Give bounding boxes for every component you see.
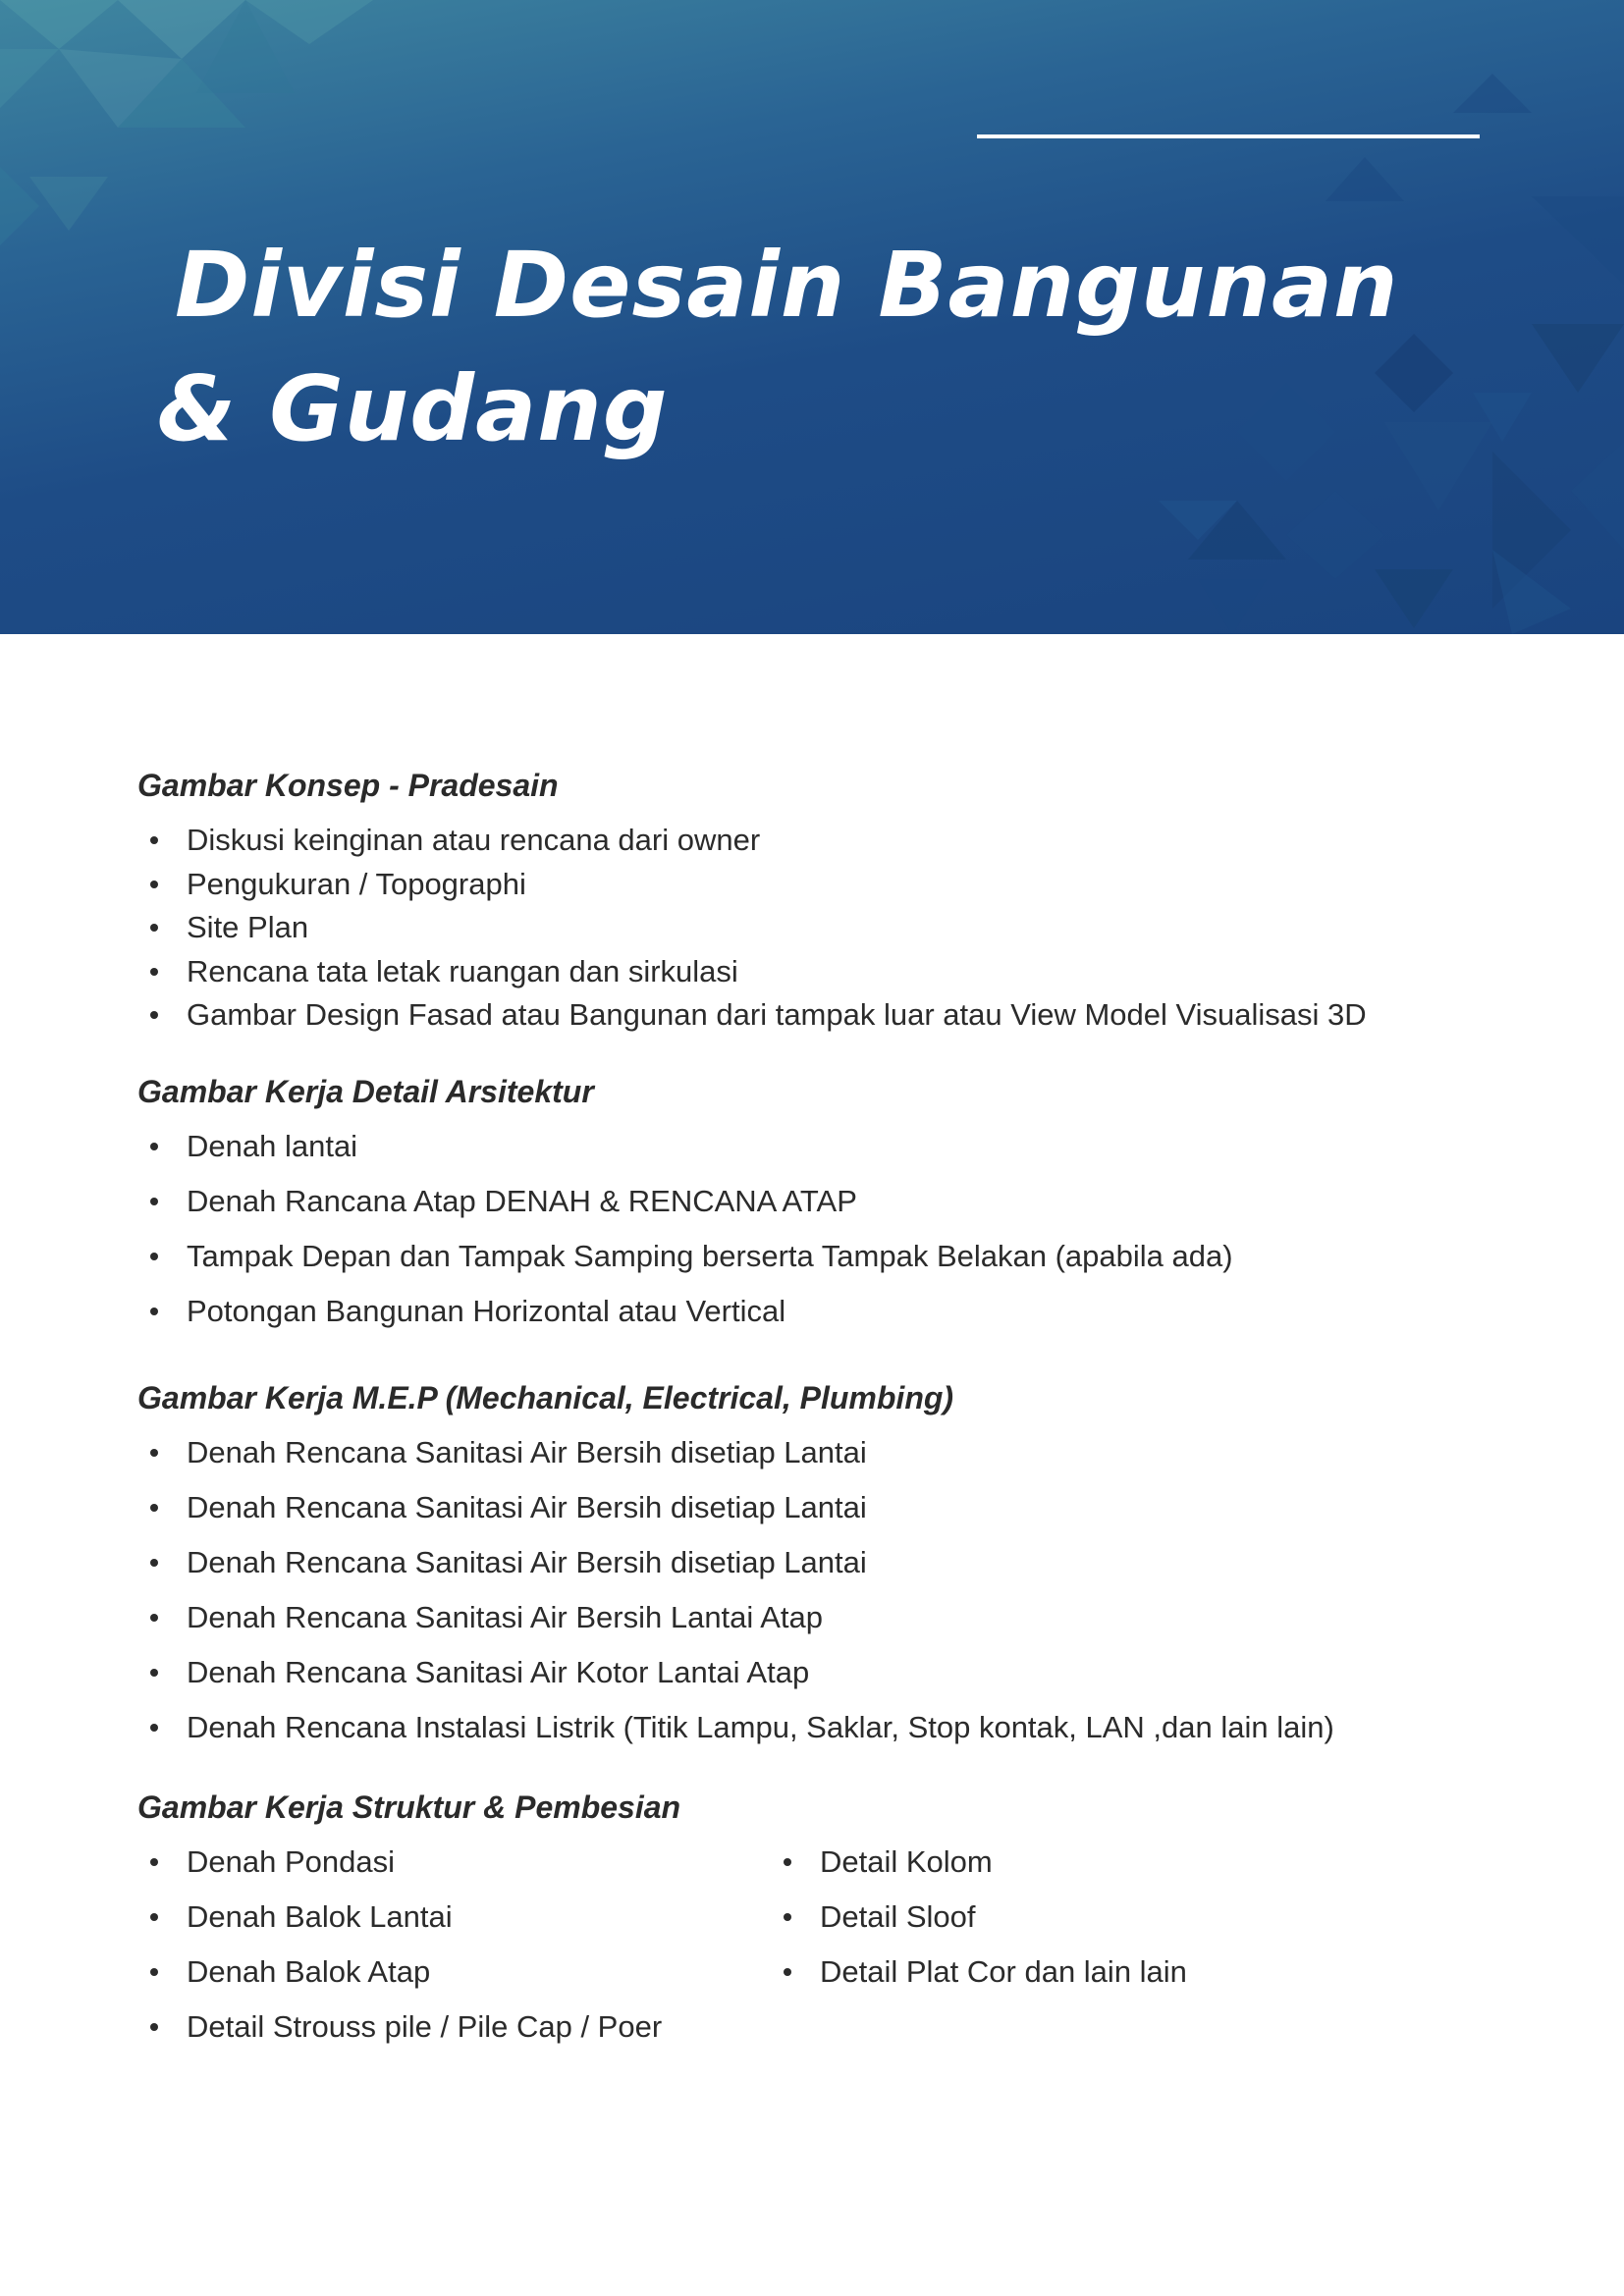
header-banner xyxy=(0,0,1624,634)
list-item: Potongan Bangunan Horizontal atau Vertical xyxy=(137,1284,1233,1339)
list-item: Site Plan xyxy=(137,906,1367,950)
header-divider-line xyxy=(977,134,1480,138)
list-mep xyxy=(137,1425,1334,1755)
bullet-icon xyxy=(150,1504,158,1512)
list-item: Detail Kolom xyxy=(771,1835,1187,1890)
page-title-line-1: Divisi Desain Bangunan xyxy=(175,233,1399,338)
bullet-icon xyxy=(150,1669,158,1677)
list-item: Denah Pondasi xyxy=(137,1835,662,1890)
bullet-icon xyxy=(150,1308,158,1315)
bullet-icon xyxy=(150,1253,158,1260)
list-item: Detail Strouss pile / Pile Cap / Poer xyxy=(137,2000,662,2055)
page-title xyxy=(157,224,1434,471)
list-item: Denah Rencana Sanitasi Air Bersih Lantai Atap xyxy=(137,1590,1334,1645)
list-item: Diskusi keinginan atau rencana dari owner xyxy=(137,819,1367,863)
list-arsitektur xyxy=(137,1119,1233,1339)
bullet-icon xyxy=(150,2023,158,2031)
bullet-icon xyxy=(150,968,158,976)
list-item: Denah Balok Lantai xyxy=(137,1890,662,1945)
list-item: Denah Balok Atap xyxy=(137,1945,662,2000)
list-konsep xyxy=(137,819,1367,1038)
bullet-icon xyxy=(150,1968,158,1976)
bullet-icon xyxy=(150,1614,158,1622)
list-item: Tampak Depan dan Tampak Samping berserta Tampak Belakan (apabila ada) xyxy=(137,1229,1233,1284)
list-item: Rencana tata letak ruangan dan sirkulasi xyxy=(137,950,1367,994)
section-heading-mep: Gambar Kerja M.E.P (Mechanical, Electrical, Plumbing) xyxy=(137,1380,954,1415)
bullet-icon xyxy=(150,1724,158,1732)
bullet-icon xyxy=(150,1559,158,1567)
bullet-icon xyxy=(784,1913,791,1921)
bullet-icon xyxy=(150,836,158,844)
list-item: Denah Rencana Sanitasi Air Bersih disetiap Lantai xyxy=(137,1480,1334,1535)
list-struktur-right xyxy=(771,1835,1187,2000)
bullet-icon xyxy=(150,1198,158,1205)
bullet-icon xyxy=(150,1011,158,1019)
bullet-icon xyxy=(150,1858,158,1866)
bullet-icon xyxy=(150,1449,158,1457)
list-item: Denah Rencana Instalasi Listrik (Titik Lampu, Saklar, Stop kontak, LAN ,dan lain lain) xyxy=(137,1700,1334,1755)
list-item: Denah lantai xyxy=(137,1119,1233,1174)
bullet-icon xyxy=(784,1858,791,1866)
section-heading-arsitektur: Gambar Kerja Detail Arsitektur xyxy=(137,1074,594,1109)
page-title-line-2: & Gudang xyxy=(157,356,669,461)
list-item: Detail Sloof xyxy=(771,1890,1187,1945)
section-heading-konsep: Gambar Konsep - Pradesain xyxy=(137,768,559,803)
bullet-icon xyxy=(150,924,158,932)
list-item: Denah Rencana Sanitasi Air Kotor Lantai Atap xyxy=(137,1645,1334,1700)
list-item: Pengukuran / Topographi xyxy=(137,863,1367,907)
bullet-icon xyxy=(150,1913,158,1921)
list-item: Denah Rancana Atap DENAH & RENCANA ATAP xyxy=(137,1174,1233,1229)
list-item: Detail Plat Cor dan lain lain xyxy=(771,1945,1187,2000)
bullet-icon xyxy=(150,881,158,888)
section-heading-struktur: Gambar Kerja Struktur & Pembesian xyxy=(137,1789,681,1825)
bullet-icon xyxy=(150,1143,158,1150)
list-item: Denah Rencana Sanitasi Air Bersih disetiap Lantai xyxy=(137,1425,1334,1480)
list-struktur-left xyxy=(137,1835,662,2055)
list-item: Gambar Design Fasad atau Bangunan dari tampak luar atau View Model Visualisasi 3D xyxy=(137,993,1367,1038)
list-item: Denah Rencana Sanitasi Air Bersih disetiap Lantai xyxy=(137,1535,1334,1590)
bullet-icon xyxy=(784,1968,791,1976)
